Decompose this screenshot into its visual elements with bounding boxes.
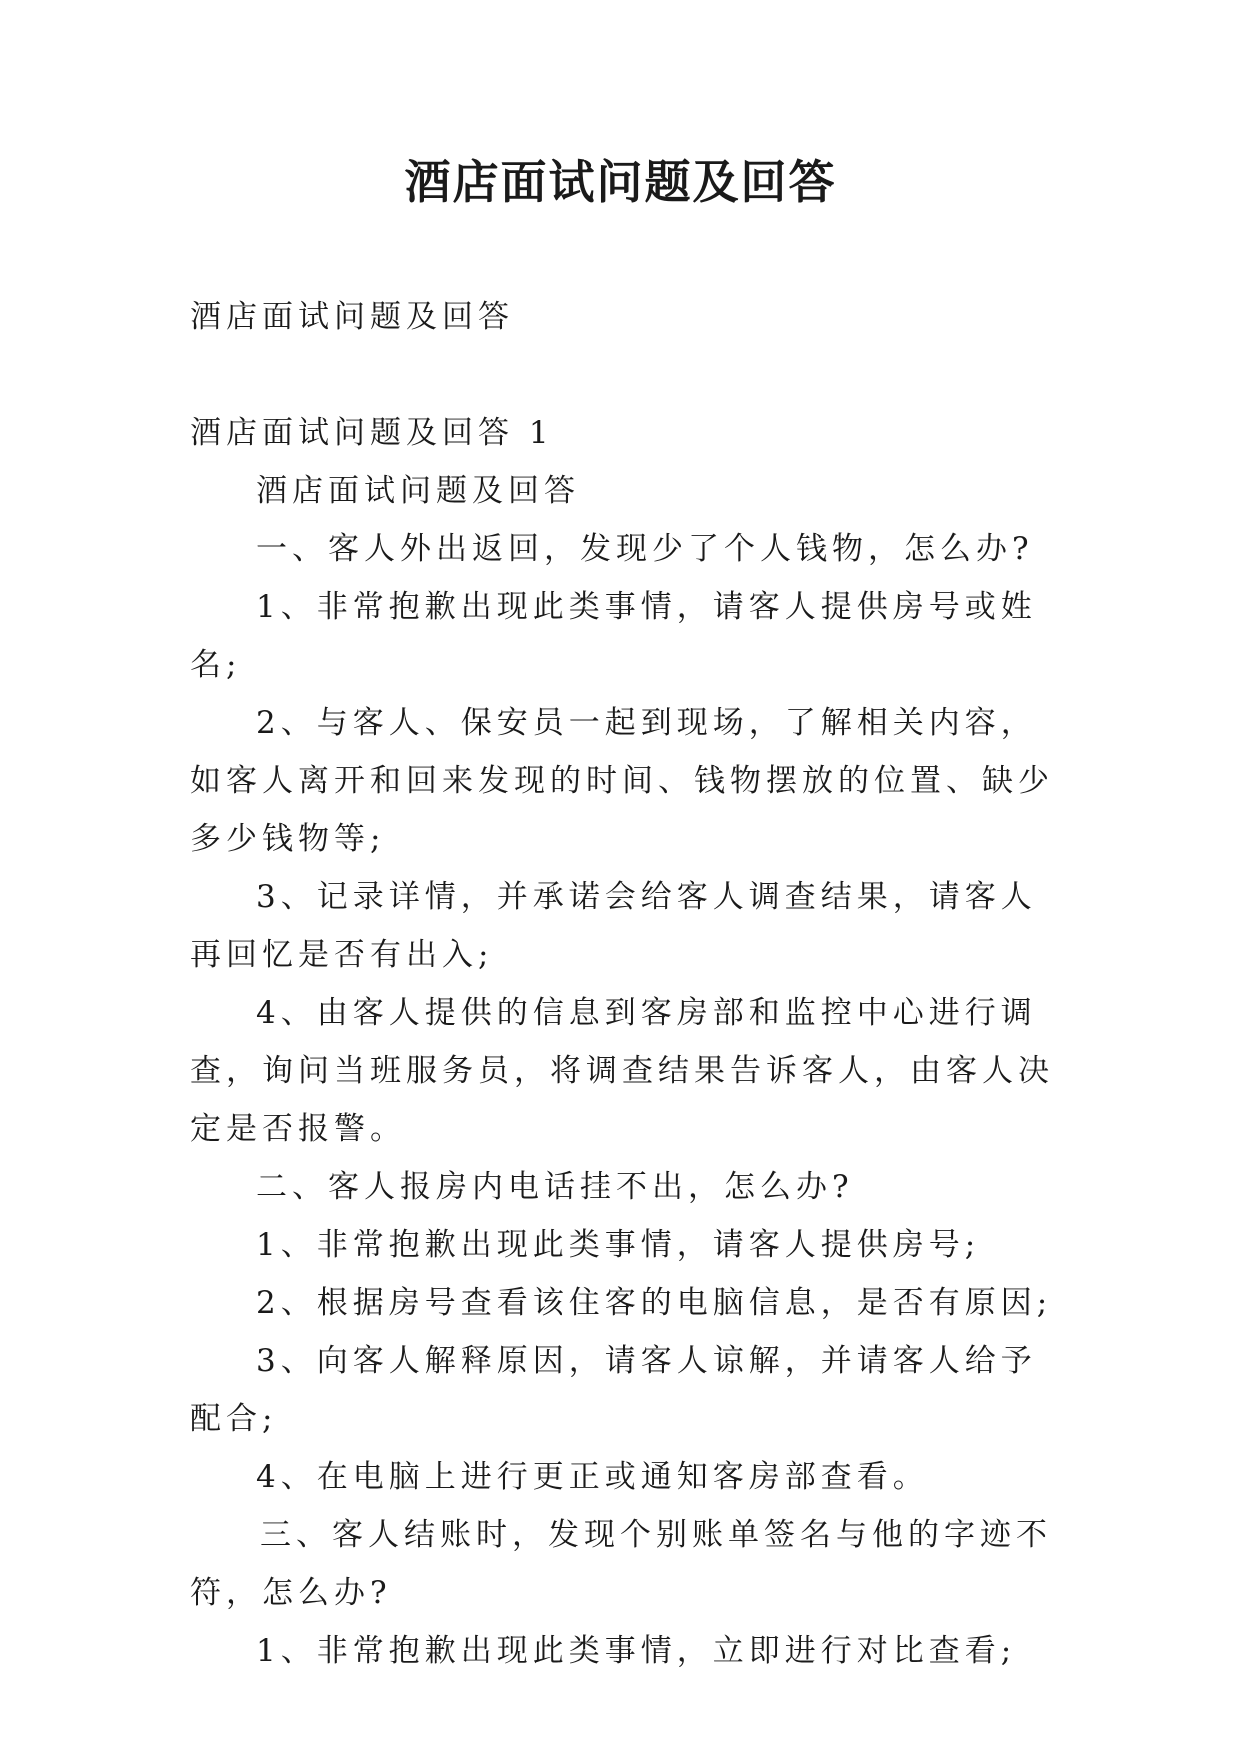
question-heading: 三、客人结账时，发现个别账单签名与他的字迹不符，怎么办? <box>190 1517 1052 1611</box>
paragraph: 4、在电脑上进行更正或通知客房部查看。 <box>256 1459 929 1495</box>
question-heading: 二、客人报房内电话挂不出，怎么办? <box>256 1169 854 1205</box>
paragraph: 3、记录详情，并承诺会给客人调查结果，请客人再回忆是否有出入; <box>190 879 1037 973</box>
document-subtitle: 酒店面试问题及回答 <box>190 299 514 335</box>
paragraph: 酒店面试问题及回答 <box>256 473 580 509</box>
paragraph: 1、非常抱歉出现此类事情，请客人提供房号; <box>256 1227 981 1263</box>
document-title: 酒店面试问题及回答 <box>404 155 837 209</box>
section-heading: 酒店面试问题及回答 1 <box>190 415 554 451</box>
paragraph: 2、与客人、保安员一起到现场，了解相关内容，如客人离开和回来发现的时间、钱物摆放的位置、缺少多少钱物等; <box>190 705 1054 857</box>
paragraph: 2、根据房号查看该住客的电脑信息，是否有原因; <box>256 1285 1053 1321</box>
paragraph: 4、由客人提供的信息到客房部和监控中心进行调查，询问当班服务员，将调查结果告诉客人，由客人决定是否报警。 <box>190 995 1054 1147</box>
paragraph: 1、非常抱歉出现此类事情，立即进行对比查看; <box>256 1633 1017 1669</box>
document-body <box>190 288 1070 1680</box>
paragraph: 3、向客人解释原因，请客人谅解，并请客人给予配合; <box>190 1343 1037 1437</box>
paragraph: 1、非常抱歉出现此类事情，请客人提供房号或姓名; <box>190 589 1037 683</box>
question-heading: 一、客人外出返回，发现少了个人钱物，怎么办? <box>256 531 1034 567</box>
